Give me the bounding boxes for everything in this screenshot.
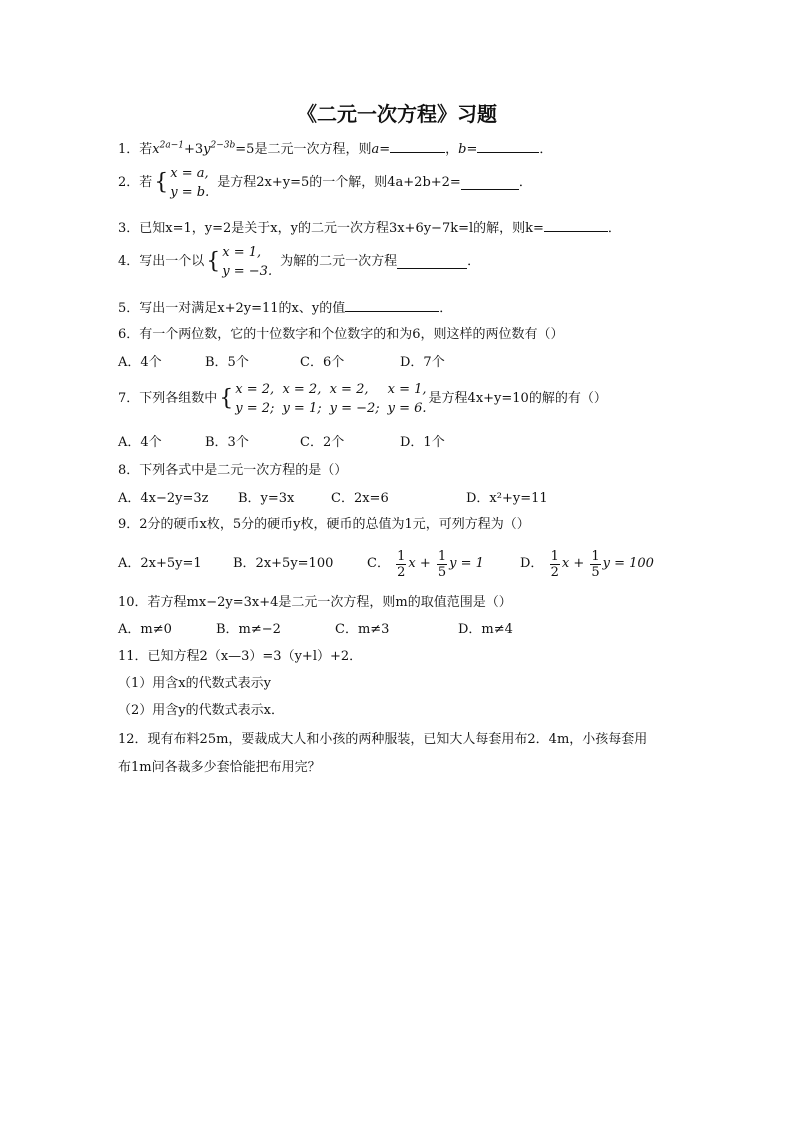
option-a[interactable]: A．4个: [118, 355, 162, 370]
solution-set-3: x = 2, y = −2;: [329, 382, 380, 416]
question-12-line-2: 布1m问各裁多少套恰能把布用完？: [118, 760, 321, 775]
question-5: 5．写出一对满足x+2y=11的x、y的值 ．: [118, 298, 452, 318]
question-3: 3．已知x=1，y=2是关于x，y的二元一次方程3x+6y−7k=l的解，则k= ．: [118, 218, 621, 238]
answer-blank[interactable]: [461, 176, 519, 190]
answer-blank[interactable]: [345, 298, 439, 312]
option-c[interactable]: C．6个: [300, 355, 345, 370]
option-d[interactable]: D．m≠4: [458, 622, 513, 637]
option-c[interactable]: C．2x=6: [331, 491, 389, 506]
question-10: 10．若方程mx−2y=3x+4是二元一次方程，则m的取值范围是（）: [118, 595, 512, 610]
option-c[interactable]: C．2个: [300, 435, 345, 450]
option-b[interactable]: B．y=3x: [238, 491, 295, 506]
option-b[interactable]: B．5个: [205, 355, 249, 370]
answer-blank-b[interactable]: [477, 139, 539, 153]
question-7: 7．下列各组数中{ x = 2, y = 2; x = 2, y = 1; x = 2, y = −2; x = 1, y = 6. 是方程4x+y=10的解的有（）: [118, 382, 607, 416]
option-d[interactable]: D．7个: [400, 355, 445, 370]
option-b[interactable]: B．m≠−2: [216, 622, 281, 637]
option-a[interactable]: A．4x−2y=3z: [118, 491, 209, 506]
solution-set-1: x = 2, y = 2;: [235, 382, 275, 416]
answer-blank[interactable]: [544, 218, 608, 232]
option-d[interactable]: D．x²+y=11: [466, 491, 548, 506]
solution-set-2: x = 2, y = 1;: [282, 382, 322, 416]
left-brace-icon: {: [154, 170, 169, 195]
fraction-one-fifth: $\frac{1}{5}$: [591, 548, 600, 580]
option-a[interactable]: A．4个: [118, 435, 162, 450]
fraction-one-half: $\frac{1}{2}$: [397, 548, 406, 580]
option-a[interactable]: A．2x+5y=1: [118, 556, 202, 571]
option-d[interactable]: D．1个: [400, 435, 445, 450]
question-9: 9．2分的硬币x枚，5分的硬币y枚，硬币的总值为1元，可列方程为（）: [118, 517, 530, 532]
question-6: 6．有一个两位数，它的十位数字和个位数字的和为6，则这样的两位数有（）: [118, 327, 564, 342]
option-b[interactable]: B．2x+5y=100: [233, 556, 334, 571]
left-brace-icon: {: [219, 386, 234, 411]
question-2: 2．若{ x = a, y = b. 是方程2x+y=5的一个解，则4a+2b+2= ．: [118, 166, 532, 200]
left-brace-icon: {: [206, 249, 221, 274]
question-8: 8．下列各式中是二元一次方程的是（）: [118, 463, 348, 478]
question-11: 11．已知方程2（x—3）=3（y+l）+2．: [118, 649, 363, 664]
option-a[interactable]: A．m≠0: [118, 622, 172, 637]
option-d[interactable]: D． $\frac{1}{2}$ x + $\frac{1}{5}$ y = 100: [520, 548, 654, 580]
question-11-part-2: （2）用含y的代数式表示x．: [118, 703, 284, 718]
option-c[interactable]: C．m≠3: [335, 622, 390, 637]
answer-blank-a[interactable]: [390, 139, 445, 153]
question-4: 4．写出一个以{ x = 1, y = −3. 为解的二元一次方程 ．: [118, 245, 481, 279]
option-c[interactable]: C． $\frac{1}{2}$ x + $\frac{1}{5}$ y = 1: [367, 548, 484, 580]
option-b[interactable]: B．3个: [205, 435, 249, 450]
solution-set-4: x = 1, y = 6.: [387, 382, 427, 416]
fraction-one-half: $\frac{1}{2}$: [550, 548, 559, 580]
question-1: 1．若$x^{2a-1}+3y^{2-3b}=5$是二元一次方程，则a= ，b= ．: [118, 140, 553, 157]
question-12-line-1: 12．现有布料25m，要裁成大人和小孩的两种服装，已知大人每套用布2．4m，小孩每套用: [118, 732, 648, 747]
answer-blank[interactable]: [397, 255, 467, 269]
page-title: 《二元一次方程》习题: [297, 102, 497, 126]
fraction-one-fifth: $\frac{1}{5}$: [437, 548, 447, 580]
equation-system: x = 1, y = −3.: [222, 245, 273, 279]
question-11-part-1: （1）用含x的代数式表示y: [118, 676, 271, 691]
equation-system: x = a, y = b.: [170, 166, 210, 200]
